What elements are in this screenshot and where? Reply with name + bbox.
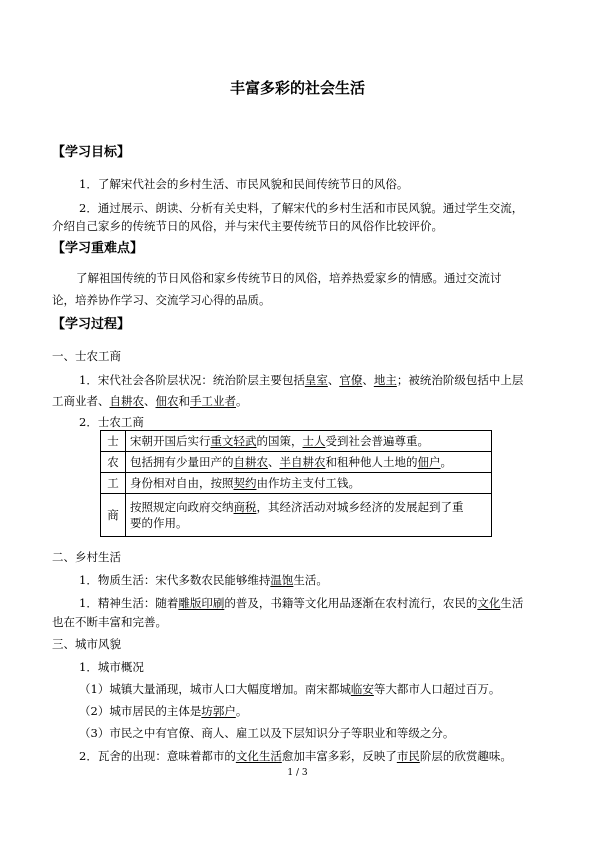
part3-para-2: 2．瓦舍的出现：意味着都市的文化生活愈加丰富多彩，反映了市民阶层的欣赏趣味。 (79, 749, 512, 763)
section-heading-process: 【学习过程】 (52, 317, 131, 332)
table-key-cell: 士 (101, 431, 126, 452)
part2-para-2: 1．精神生活：随着雕版印刷的普及，书籍等文化用品逐渐在农村流行，农民的文化生活 (79, 596, 524, 610)
table-value-cell: 宋朝开国后实行重文轻武的国策，士人受到社会普遍尊重。 (126, 431, 492, 452)
section-heading-goals: 【学习目标】 (52, 145, 131, 160)
table-value-cell: 身份相对自由，按照契约由作坊主支付工钱。 (126, 473, 492, 494)
key-line-1: 了解祖国传统的节日风俗和家乡传统节日的风俗，培养热爱家乡的情感。通过交流讨 (76, 271, 502, 285)
table-key-cell: 工 (101, 473, 126, 494)
part3-para-1: 1．城市概况 (79, 660, 144, 674)
part1-para-1-cont: 工商业者、自耕农、佃农和手工业者。 (52, 394, 248, 408)
section-heading-key: 【学习重难点】 (52, 241, 144, 256)
part3-item-2: （2）城市居民的主体是坊郭户。 (79, 704, 248, 718)
table-row (101, 494, 492, 537)
table-value-cell: 包括拥有少量田产的自耕农、半自耕农和租种他人土地的佃户。 (126, 452, 492, 473)
part3-item-1: （1）城镇大量涌现，城市人口大幅度增加。南宋都城临安等大都市人口超过百万。 (79, 682, 501, 696)
part2-para-2-cont: 也在不断丰富和完善。 (52, 615, 167, 629)
part1-heading: 一、士农工商 (52, 349, 121, 363)
goal-line-2: 2．通过展示、朗读、分析有关史料，了解宋代的乡村生活和市民风貌。通过学生交流， (79, 201, 524, 215)
part2-para-1: 1．物质生活：宋代多数农民能够维持温饱生活。 (79, 573, 328, 587)
class-table (100, 430, 492, 537)
part1-para-1: 1．宋代社会各阶层状况：统治阶层主要包括皇室、官僚、地主；被统治阶级包括中上层 (79, 373, 524, 387)
table-key-cell: 农 (101, 452, 126, 473)
table-key-cell: 商 (101, 494, 126, 537)
part2-heading: 二、乡村生活 (52, 550, 121, 564)
table-row (101, 431, 492, 452)
part3-item-3: （3）市民之中有官僚、商人、雇工以及下层知识分子等职业和等级之分。 (79, 726, 455, 740)
table-row (101, 473, 492, 494)
page-number: 1 / 3 (287, 768, 308, 778)
key-line-2: 论，培养协作学习、交流学习心得的品质。 (52, 293, 271, 307)
page-title: 丰富多彩的社会生活 (229, 79, 365, 97)
table-value-cell: 按照规定向政府交纳商税，其经济活动对城乡经济的发展起到了重 要的作用。 (126, 494, 492, 537)
goal-line-3: 介绍自己家乡的传统节日的风俗，并与宋代主要传统节日的风俗作比较评价。 (52, 219, 443, 233)
part3-heading: 三、城市风貌 (52, 637, 121, 651)
goal-line-1: 1．了解宋代社会的乡村生活、市民风貌和民间传统节日的风俗。 (79, 177, 409, 191)
table-row (101, 452, 492, 473)
part1-para-2: 2．士农工商 (79, 415, 144, 429)
